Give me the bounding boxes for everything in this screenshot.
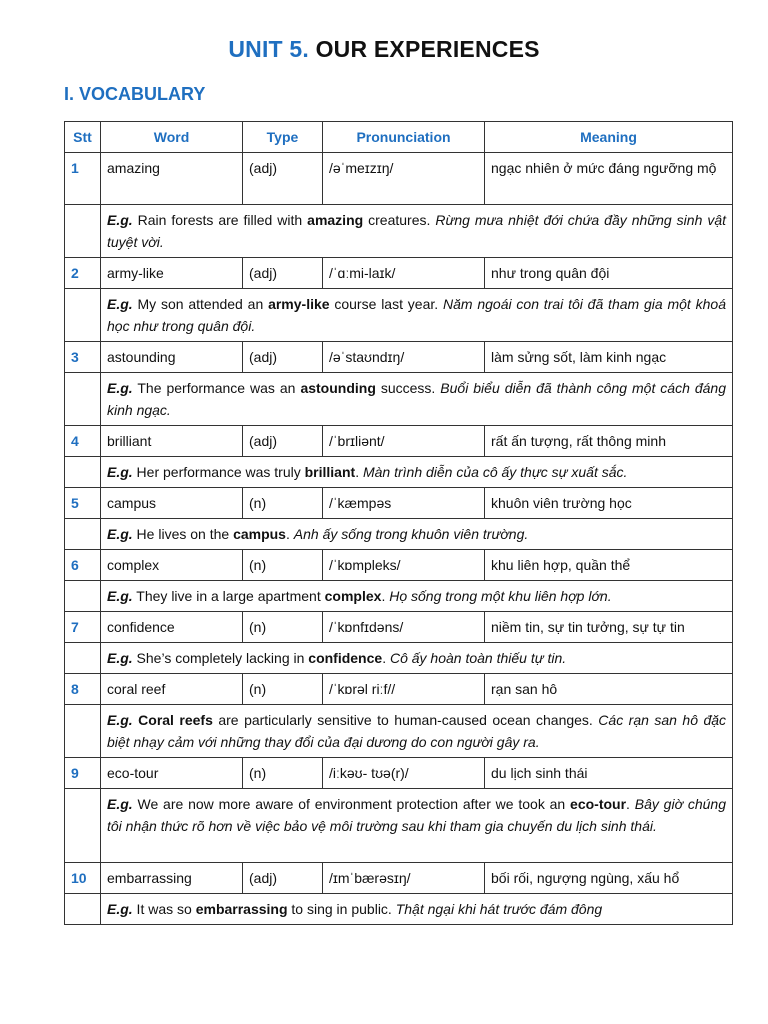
table-row <box>65 758 733 789</box>
example-keyword: confidence <box>308 650 383 666</box>
type-cell: (n) <box>243 550 323 581</box>
pronunciation-cell: /ˈkæmpəs <box>323 488 485 519</box>
example-keyword: brilliant <box>304 464 356 480</box>
meaning-cell: như trong quân đội <box>485 258 733 289</box>
example-text: My son attended an <box>132 296 269 312</box>
example-keyword: campus <box>233 526 286 542</box>
example-blank-cell <box>65 457 101 488</box>
word-cell: army-like <box>101 258 243 289</box>
pronunciation-cell: /ˈkɒrəl riːf// <box>323 674 485 705</box>
example-blank-cell <box>65 373 101 426</box>
example-label: E.g. <box>107 796 133 812</box>
example-label: E.g. <box>107 712 133 728</box>
example-translation: Rừng mưa nhiệt đới chứa đầy những sinh vật tuyệt vời. <box>107 212 730 250</box>
meaning-cell: rất ấn tượng, rất thông minh <box>485 426 733 457</box>
table-row <box>65 550 733 581</box>
table-row <box>65 153 733 205</box>
example-text: We are now more aware of environment protection after we took an <box>132 796 571 812</box>
example-label: E.g. <box>107 212 133 228</box>
example-keyword: astounding <box>300 380 376 396</box>
example-blank-cell <box>65 205 101 258</box>
meaning-cell: du lịch sinh thái <box>485 758 733 789</box>
example-label: E.g. <box>107 526 133 542</box>
header-type: Type <box>243 122 323 153</box>
meaning-cell: làm sửng sốt, làm kinh ngạc <box>485 342 733 373</box>
example-keyword: army-like <box>268 296 330 312</box>
example-sentence <box>101 205 733 258</box>
meaning-cell: rạn san hô <box>485 674 733 705</box>
example-row <box>65 581 733 612</box>
word-cell: embarrassing <box>101 863 243 894</box>
meaning-cell: khuôn viên trường học <box>485 488 733 519</box>
example-text: . <box>355 464 363 480</box>
example-keyword: Coral reefs <box>138 712 213 728</box>
example-text: . <box>626 796 635 812</box>
header-meaning: Meaning <box>485 122 733 153</box>
example-translation: Họ sống trong một khu liên hợp lớn. <box>389 588 612 604</box>
example-row <box>65 457 733 488</box>
pronunciation-cell: /ɪmˈbærəsɪŋ/ <box>323 863 485 894</box>
type-cell: (n) <box>243 758 323 789</box>
example-sentence <box>101 643 733 674</box>
pronunciation-cell: /əˈstaʊndɪŋ/ <box>323 342 485 373</box>
example-text: It was so <box>132 901 196 917</box>
example-text: to sing in public. <box>287 901 396 917</box>
stt-cell: 1 <box>65 153 101 205</box>
example-label: E.g. <box>107 901 133 917</box>
header-word: Word <box>101 122 243 153</box>
vocabulary-table <box>64 121 733 925</box>
example-text: They live in a large apartment <box>132 588 325 604</box>
pronunciation-cell: /ˈkɒnfɪdəns/ <box>323 612 485 643</box>
table-header-row <box>65 122 733 153</box>
example-keyword: embarrassing <box>195 901 288 917</box>
example-text: The performance was an <box>132 380 301 396</box>
word-cell: coral reef <box>101 674 243 705</box>
table-row <box>65 342 733 373</box>
word-cell: amazing <box>101 153 243 205</box>
table-row <box>65 612 733 643</box>
stt-cell: 2 <box>65 258 101 289</box>
section-heading: I. VOCABULARY <box>64 84 206 104</box>
example-translation: Buổi biểu diễn đã thành công một cách đáng kinh ngạc. <box>107 380 730 418</box>
example-keyword: complex <box>324 588 382 604</box>
example-label: E.g. <box>107 296 133 312</box>
example-translation: Anh ấy sống trong khuôn viên trường. <box>293 526 529 542</box>
example-blank-cell <box>65 643 101 674</box>
example-text: creatures. <box>363 212 436 228</box>
example-sentence <box>101 519 733 550</box>
stt-cell: 4 <box>65 426 101 457</box>
stt-cell: 8 <box>65 674 101 705</box>
example-text: Rain forests are filled with <box>132 212 308 228</box>
meaning-cell: bối rối, ngượng ngùng, xấu hổ <box>485 863 733 894</box>
example-row <box>65 205 733 258</box>
example-text: . <box>285 526 294 542</box>
word-cell: astounding <box>101 342 243 373</box>
example-sentence <box>101 789 733 863</box>
example-row <box>65 373 733 426</box>
type-cell: (n) <box>243 488 323 519</box>
meaning-cell: ngạc nhiên ở mức đáng ngưỡng mộ <box>485 153 733 205</box>
example-sentence <box>101 289 733 342</box>
example-sentence <box>101 705 733 758</box>
example-row <box>65 894 733 925</box>
example-label: E.g. <box>107 650 133 666</box>
type-cell: (adj) <box>243 153 323 205</box>
example-translation: Thật ngại khi hát trước đám đông <box>395 901 603 917</box>
example-row <box>65 289 733 342</box>
stt-cell: 10 <box>65 863 101 894</box>
word-cell: campus <box>101 488 243 519</box>
example-row <box>65 519 733 550</box>
pronunciation-cell: /ˈbrɪliənt/ <box>323 426 485 457</box>
example-row <box>65 643 733 674</box>
example-row <box>65 705 733 758</box>
example-label: E.g. <box>107 464 133 480</box>
type-cell: (adj) <box>243 863 323 894</box>
word-cell: complex <box>101 550 243 581</box>
type-cell: (n) <box>243 612 323 643</box>
example-keyword: eco-tour <box>570 796 627 812</box>
example-blank-cell <box>65 705 101 758</box>
type-cell: (adj) <box>243 426 323 457</box>
stt-cell: 3 <box>65 342 101 373</box>
example-translation: Màn trình diễn của cô ấy thực sự xuất sắc. <box>362 464 628 480</box>
stt-cell: 5 <box>65 488 101 519</box>
example-text: She’s completely lacking in <box>132 650 309 666</box>
stt-cell: 9 <box>65 758 101 789</box>
example-text: Her performance was truly <box>132 464 305 480</box>
example-blank-cell <box>65 789 101 863</box>
pronunciation-cell: /ˈkɒmpleks/ <box>323 550 485 581</box>
example-row <box>65 789 733 863</box>
pronunciation-cell: /ˈɑːmi-laɪk/ <box>323 258 485 289</box>
type-cell: (adj) <box>243 342 323 373</box>
stt-cell: 6 <box>65 550 101 581</box>
example-text: He lives on the <box>132 526 234 542</box>
table-row <box>65 258 733 289</box>
unit-title <box>0 36 768 63</box>
example-blank-cell <box>65 581 101 612</box>
example-sentence <box>101 894 733 925</box>
header-pronunciation: Pronunciation <box>323 122 485 153</box>
type-cell: (adj) <box>243 258 323 289</box>
example-blank-cell <box>65 894 101 925</box>
example-blank-cell <box>65 289 101 342</box>
example-label: E.g. <box>107 380 133 396</box>
table-row <box>65 674 733 705</box>
example-label: E.g. <box>107 588 133 604</box>
unit-number: UNIT 5. <box>228 36 309 62</box>
table-row <box>65 863 733 894</box>
example-text: course last year. <box>329 296 443 312</box>
example-keyword: amazing <box>307 212 364 228</box>
pronunciation-cell: /iːkəʊ- tʊə(r)/ <box>323 758 485 789</box>
example-sentence <box>101 457 733 488</box>
example-translation: Các rạn san hô đặc biệt nhạy cảm với những thay đổi của đại dương do con người gây ra. <box>107 712 730 750</box>
example-text: . <box>381 588 390 604</box>
header-stt: Stt <box>65 122 101 153</box>
pronunciation-cell: /əˈmeɪzɪŋ/ <box>323 153 485 205</box>
example-translation: Bây giờ chúng tôi nhận thức rõ hơn về việc bảo vệ môi trường sau khi tham gia chuyến du lịch sinh thái. <box>107 796 730 834</box>
example-translation: Năm ngoái con trai tôi đã tham gia một khoá học như trong quân đội. <box>107 296 730 334</box>
example-blank-cell <box>65 519 101 550</box>
table-row <box>65 488 733 519</box>
type-cell: (n) <box>243 674 323 705</box>
example-sentence <box>101 373 733 426</box>
word-cell: confidence <box>101 612 243 643</box>
example-translation: Cô ấy hoàn toàn thiếu tự tin. <box>389 650 567 666</box>
word-cell: eco-tour <box>101 758 243 789</box>
example-text: are particularly sensitive to human-caused ocean changes. <box>212 712 599 728</box>
stt-cell: 7 <box>65 612 101 643</box>
unit-name: OUR EXPERIENCES <box>315 36 540 62</box>
meaning-cell: khu liên hợp, quần thể <box>485 550 733 581</box>
table-row <box>65 426 733 457</box>
example-text: . <box>382 650 390 666</box>
meaning-cell: niềm tin, sự tin tưởng, sự tự tin <box>485 612 733 643</box>
word-cell: brilliant <box>101 426 243 457</box>
example-sentence <box>101 581 733 612</box>
example-text: success. <box>375 380 441 396</box>
table-body <box>65 153 733 925</box>
